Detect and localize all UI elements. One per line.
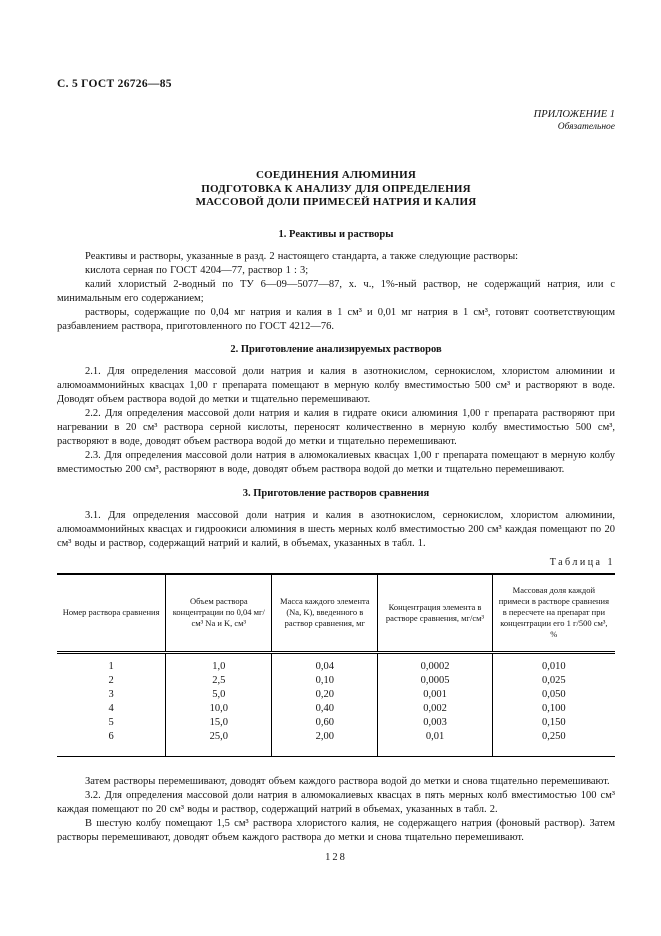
table-row	[57, 702, 615, 716]
paragraph: кислота серная по ГОСТ 4204—77, раствор 1 : 3;	[85, 264, 309, 276]
appendix-sublabel: Обязательное	[557, 122, 615, 132]
table-cell: 0,003	[378, 716, 492, 730]
paragraph: 3.1. Для определения массовой доли натрия и калия в азотнокислом, сернокислом, хлористом алюминии, алюмоаммонийных квасцах и гидроокиси алюминия в шесть мерных колб вместимостью 200 см³ каждая помещают по 20 см³ воды и раствор, содержащий натрий и калий, в объемах, указанных в табл. 1.	[57, 509, 615, 549]
table-cell: 0,100	[492, 702, 615, 716]
table-header-row	[57, 574, 615, 653]
table-row	[57, 730, 615, 757]
table-cell: 3	[108, 688, 114, 700]
paragraph: Затем растворы перемешивают, доводят объем каждого раствора водой до метки и снова тщательно перемешивают.	[85, 775, 610, 787]
section-2-heading: 2. Приготовление анализируемых растворов	[230, 343, 442, 355]
table-cell: 5,0	[166, 688, 272, 702]
table-cell: 10,0	[166, 702, 272, 716]
column-header: Масса каждого элемента (Na, K), введенного в раствор сравнения, мг	[272, 574, 378, 653]
column-header: Массовая доля каждой примеси в растворе сравнения в пересчете на препарат при концентрации его 1 г/500 см³, %	[492, 574, 615, 653]
title-line: СОЕДИНЕНИЯ АЛЮМИНИЯ	[256, 169, 416, 181]
table-row	[57, 674, 615, 688]
table-cell: 5	[108, 716, 114, 728]
table-cell: 0,0005	[378, 674, 492, 688]
column-header: Номер раствора сравнения	[57, 574, 166, 653]
section-1-heading: 1. Реактивы и растворы	[278, 228, 394, 240]
paragraph: 2.2. Для определения массовой доли натрия и калия в гидрате окиси алюминия 1,00 г препарата растворяют при нагревании в 20 см³ раствора серной кислоты, переносят количественно в мерную колбу вместимостью 500 см³, растворяют в воде, доводят объем раствора водой до метки и тщательно перемешивают.	[57, 407, 615, 447]
paragraph: В шестую колбу помещают 1,5 см³ раствора хлористого калия, не содержащего натрия (фоновый раствор). Затем растворы перемешивают, доводят объем каждого раствора до метки и снова тщательно перемешивают.	[57, 817, 615, 843]
table-cell: 0,0002	[378, 652, 492, 674]
table-cell: 0,01	[378, 730, 492, 757]
table-cell: 0,025	[492, 674, 615, 688]
title-line: ПОДГОТОВКА К АНАЛИЗУ ДЛЯ ОПРЕДЕЛЕНИЯ	[201, 182, 471, 195]
table-cell: 0,20	[272, 688, 378, 702]
table-row	[57, 652, 615, 674]
title-line: МАССОВОЙ ДОЛИ ПРИМЕСЕЙ НАТРИЯ И КАЛИЯ	[195, 196, 477, 208]
paragraph: Реактивы и растворы, указанные в разд. 2 настоящего стандарта, а также следующие растворы:	[85, 250, 519, 262]
table-cell: 1,0	[166, 652, 272, 674]
table-cell: 0,04	[272, 652, 378, 674]
table-1-label: Таблица 1	[549, 556, 615, 568]
table-cell: 0,001	[378, 688, 492, 702]
table-cell: 0,40	[272, 702, 378, 716]
column-header: Объем раствора концентрации по 0,04 мг/см³ Na и K, см³	[166, 574, 272, 653]
table-cell: 2,5	[166, 674, 272, 688]
after-table-body	[57, 775, 615, 845]
table-1	[57, 573, 615, 757]
table-cell: 2	[108, 674, 114, 686]
section-3-body	[57, 509, 615, 551]
document-title	[57, 169, 615, 210]
table-cell: 0,60	[272, 716, 378, 730]
section-2-body	[57, 365, 615, 477]
table-cell: 2,00	[272, 730, 378, 757]
table-cell: 4	[108, 702, 114, 714]
running-header: С. 5 ГОСТ 26726—85	[57, 78, 172, 90]
table-cell: 0,002	[378, 702, 492, 716]
table-cell: 0,150	[492, 716, 615, 730]
section-1-body	[57, 250, 615, 334]
paragraph: калий хлористый 2-водный по ТУ 6—09—5077—87, х. ч., 1%-ный раствор, не содержащий натрия, или с минимальным его содержанием;	[57, 278, 615, 304]
table-cell: 1	[108, 660, 114, 672]
appendix-label: ПРИЛОЖЕНИЕ 1	[533, 109, 615, 120]
table-cell: 25,0	[166, 730, 272, 757]
paragraph: растворы, содержащие по 0,04 мг натрия и калия в 1 см³ и 0,01 мг натрия в 1 см³, готовят соответствующим разбавлением раствора, приготовленного по ГОСТ 4212—76.	[57, 306, 615, 332]
table-cell: 0,050	[492, 688, 615, 702]
table-cell: 0,10	[272, 674, 378, 688]
paragraph: 3.2. Для определения массовой доли натрия в алюмокалиевых квасцах в пять мерных колб вместимостью 100 см³ каждая помещают по 20 см³ воды и раствор, содержащий натрий в объемах, указанных в табл. 2.	[57, 789, 615, 815]
page-content	[57, 78, 615, 863]
table-cell: 0,010	[492, 652, 615, 674]
table-cell: 0,250	[492, 730, 615, 757]
table-cell: 6	[108, 730, 114, 742]
table-1-body	[57, 652, 615, 756]
table-1-header	[57, 574, 615, 653]
paragraph: 2.1. Для определения массовой доли натрия и калия в азотнокислом, сернокислом, хлористом алюминии и алюмоаммонийных квасцах 1,00 г препарата помещают в мерную колбу вместимостью 500 см³ и растворяют в воде. Доводят объем раствора водой до метки и тщательно перемешивают.	[57, 365, 615, 405]
section-3-heading: 3. Приготовление растворов сравнения	[242, 487, 430, 499]
table-row	[57, 688, 615, 702]
column-header: Концентрация элемента в растворе сравнения, мг/см³	[378, 574, 492, 653]
appendix-block	[57, 108, 615, 133]
table-row	[57, 716, 615, 730]
paragraph: 2.3. Для определения массовой доли натрия в алюмокалиевых квасцах 1,00 г препарата помещают в мерную колбу вместимостью 200 см³, растворяют в воде, доводят объем раствора водой до метки и тщательно перемешивают.	[57, 449, 615, 475]
page-number: 128	[325, 851, 347, 863]
table-cell: 15,0	[166, 716, 272, 730]
